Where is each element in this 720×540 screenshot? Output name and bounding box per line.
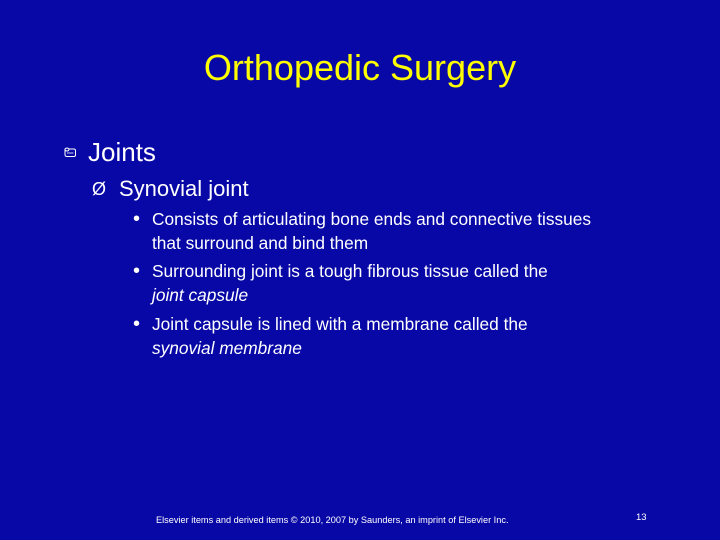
page-number: 13 [636,512,647,523]
bullet-level3-item [133,207,693,255]
bullet-level2 [92,174,249,204]
bullet-level3-text [152,312,528,360]
dot-bullet-icon: • [133,260,141,282]
bullet-line: that surround and bind them [152,233,369,253]
slide-title: Orthopedic Surgery [203,47,517,88]
arrowhead-bullet-icon: Ø [92,179,107,199]
bullet-line: Joint capsule is lined with a membrane called the [152,314,528,334]
bullet-level3-text [152,259,548,307]
bullet-line-italic: synovial membrane [152,338,302,358]
bullet-line: Consists of articulating bone ends and connective tissues [152,209,592,229]
bullet-line-italic: joint capsule [152,285,249,305]
bullet-line: Surrounding joint is a tough fibrous tissue called the [152,261,548,281]
bullet-level3-text [152,207,591,255]
bullet-level2-text: Synovial joint [119,176,249,201]
scroll-bullet-icon [64,147,76,157]
copyright-footer: Elsevier items and derived items © 2010, 2007 by Saunders, an imprint of Elsevier Inc. [156,515,509,525]
bullet-level1-text: Joints [88,137,156,167]
dot-bullet-icon: • [133,313,141,335]
bullet-level3-item [133,259,693,307]
dot-bullet-icon: • [133,208,141,230]
bullet-level3-item [133,312,693,360]
bullet-level1 [64,134,156,170]
